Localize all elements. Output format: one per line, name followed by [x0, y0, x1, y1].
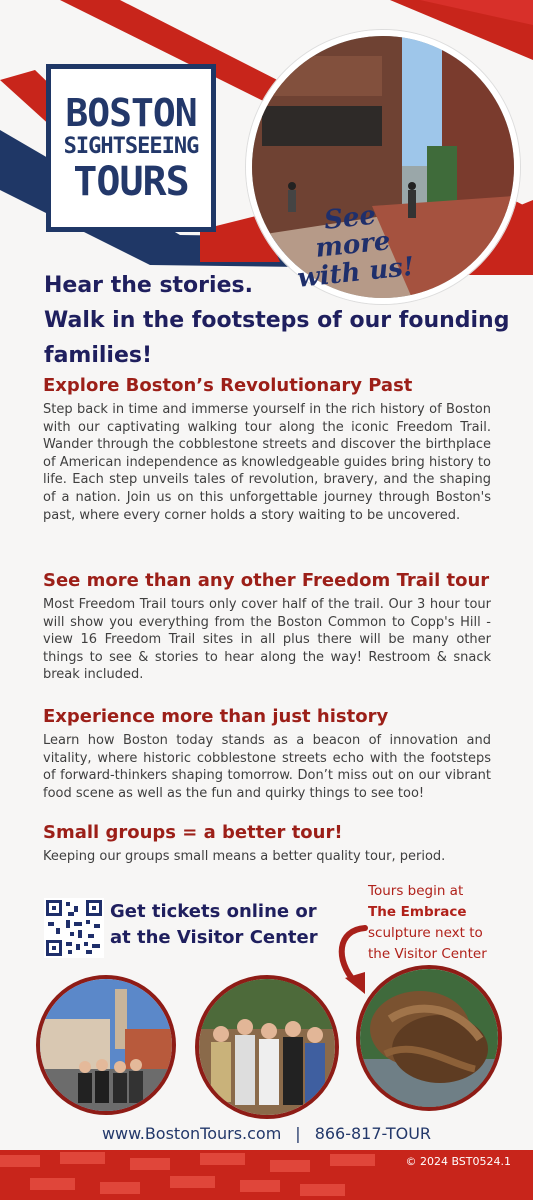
tickets-line-2: at the Visitor Center [110, 927, 318, 948]
website-link[interactable]: www.BostonTours.com [101, 1123, 282, 1143]
footer-separator: | [295, 1123, 301, 1143]
tour-start-landmark: The Embrace [368, 904, 467, 920]
logo-text-boston: BOSTON [65, 91, 197, 135]
tickets-line-1: Get tickets online or [110, 901, 317, 922]
section-small-groups [43, 822, 491, 866]
qr-code[interactable] [44, 898, 104, 958]
footer-contact [0, 1113, 533, 1153]
copyright-notice: © 2024 BST0524.1 [405, 1155, 511, 1168]
tour-start-line-1: Tours begin at [368, 883, 464, 899]
tickets-callout [110, 899, 320, 951]
section-title: Experience more than just history [43, 706, 389, 727]
headline-line-1: Hear the stories. [44, 273, 253, 298]
section-title: Explore Boston’s Revolutionary Past [43, 375, 413, 396]
section-body: Step back in time and immerse yourself in the rich history of Boston with our captivating walking tour along the iconic Freedom Trail. Wander through the cobblestone streets and discover the birthplace of American independence as knowledgeable guides bring history to life. Each step unveils tales of revolution, bravery, and the shaping of a nation. Join us on this unforgettable journey through Boston's past, where every corner holds a story waiting to be uncovered. [43, 402, 491, 523]
company-logo [46, 64, 216, 232]
tour-start-note [368, 881, 498, 965]
section-body: Learn how Boston today stands as a beacon of innovation and vitality, where historic cobblestone streets echo with the footsteps of forward-thinkers shaping tomorrow. Don’t miss out on our vibrant food scene as well as the fun and quirky things to see too! [43, 733, 491, 801]
photo-family-group [195, 975, 339, 1119]
logo-text-tours: TOURS [73, 159, 189, 205]
tour-start-line-4: the Visitor Center [368, 946, 487, 962]
section-body: Most Freedom Trail tours only cover half of the trail. Our 3 hour tour will show you everything from the Boston Common to Copp's Hill - view 16 Freedom Trail sites in all plus there will be many other things to see & stories to hear along the way! Restroom & snack break included. [43, 597, 491, 683]
tour-start-line-3: sculpture next to [368, 925, 483, 941]
section-more-than-history [43, 706, 491, 802]
phone-number[interactable]: 866-817-TOUR [314, 1123, 432, 1143]
logo-text-sightseeing: SIGHTSEEING [63, 134, 199, 159]
photo-faneuil-hall-group [36, 975, 176, 1115]
section-freedom-trail [43, 570, 491, 684]
section-title: Small groups = a better tour! [43, 822, 343, 843]
headline [44, 268, 514, 373]
photo-embrace-sculpture [356, 965, 502, 1111]
section-revolutionary-past [43, 375, 491, 524]
section-body: Keeping our groups small means a better quality tour, period. [43, 849, 446, 864]
headline-line-2: Walk in the footsteps of our founding families! [44, 308, 510, 368]
tagline: See more with us! [295, 200, 416, 294]
section-title: See more than any other Freedom Trail tour [43, 570, 490, 591]
